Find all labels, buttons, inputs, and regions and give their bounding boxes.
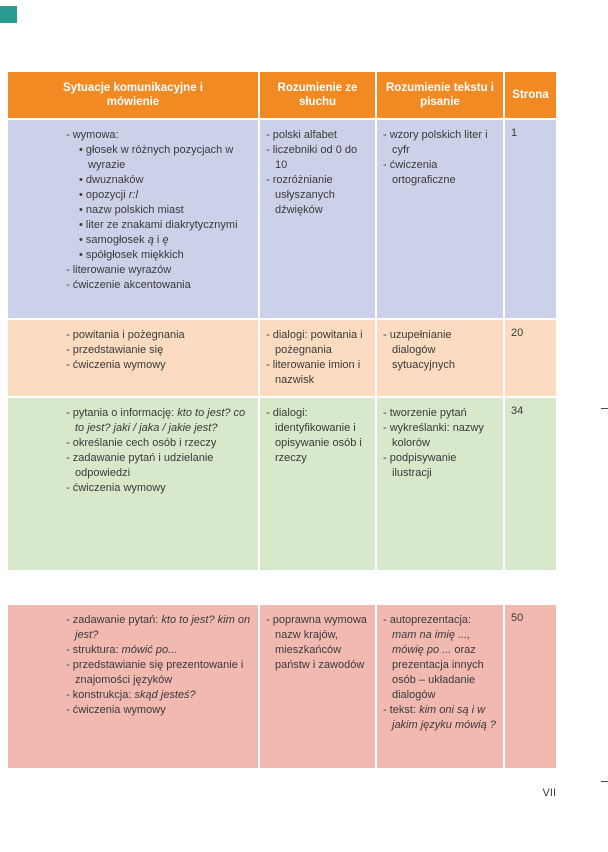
list-item-bullet: [79, 173, 252, 188]
list-item-text: i: [153, 234, 163, 246]
list-item: [383, 158, 497, 188]
list-item-text: przedstawianie się prezentowanie i znajomości języków: [72, 659, 244, 686]
list-item-text: zadawanie pytań:: [72, 614, 162, 626]
list-item-text: mam na imię ..., mówię po ...: [392, 629, 471, 656]
list-item-text: literowanie imion i nazwisk: [272, 359, 361, 386]
list-item: [266, 358, 369, 388]
list-item-text: ćwiczenia wymowy: [72, 482, 166, 494]
dash-marker: -: [266, 407, 273, 419]
bullet-marker: •: [79, 189, 86, 201]
list-item-text: opozycji: [85, 189, 129, 201]
table-row: [8, 320, 556, 396]
dash-marker: -: [66, 659, 73, 671]
crop-mark-lower: [601, 781, 608, 782]
list-item-text: ćwiczenia wymowy: [72, 704, 166, 716]
list-item-text: oraz prezentacja innych osób – układanie dialogów: [392, 644, 484, 701]
list-item-text: poprawna wymowa nazw krajów, mieszkańców państw i zawodów: [272, 614, 367, 671]
list-item: [266, 406, 369, 466]
dash-marker: -: [266, 359, 273, 371]
dash-marker: -: [66, 437, 73, 449]
list-item-bullet: [79, 143, 252, 173]
list-item: [383, 451, 497, 481]
list-item-text: tworzenie pytań: [389, 407, 467, 419]
dash-marker: -: [66, 359, 73, 371]
list-item: [66, 263, 252, 278]
list-item-text: tekst:: [389, 704, 420, 716]
list-item: [66, 358, 252, 373]
list-item-text: skąd jesteś?: [134, 689, 196, 701]
table-cell: [377, 320, 503, 396]
dash-marker: -: [266, 614, 273, 626]
table-cell: [8, 605, 258, 768]
list-item-text: spółgłosek miękkich: [85, 249, 184, 261]
list-item-text: konstrukcja:: [72, 689, 135, 701]
list-item: [383, 613, 497, 703]
table-row: [8, 398, 556, 570]
list-item-text: samogłosek: [85, 234, 148, 246]
list-item-text: struktura:: [72, 644, 122, 656]
list-item: [66, 278, 252, 293]
header-col-listening: [260, 72, 375, 118]
table-header-row: [8, 72, 556, 118]
list-item: [266, 173, 369, 218]
table-cell: [260, 120, 375, 318]
dash-marker: -: [266, 174, 273, 186]
page-number-cell: 20: [505, 320, 556, 396]
dash-marker: -: [383, 159, 390, 171]
list-item-text: głosek w różnych pozycjach w wyrazie: [85, 144, 234, 171]
table-cell: [260, 605, 375, 768]
list-item-text: dialogi: powitania i pożegnania: [272, 329, 363, 356]
dash-marker: -: [383, 614, 390, 626]
list-item-bullet: [79, 203, 252, 218]
dash-marker: -: [66, 279, 73, 291]
list-item-text: liter ze znakami diakrytycznymi: [85, 219, 238, 231]
list-item: [383, 328, 497, 373]
dash-marker: -: [383, 422, 390, 434]
list-item-text: autoprezentacja:: [389, 614, 472, 626]
list-item: [383, 703, 497, 733]
list-item: [66, 658, 252, 688]
list-item: [266, 328, 369, 358]
dash-marker: -: [66, 689, 73, 701]
dash-marker: -: [66, 452, 73, 464]
table-cell: [377, 398, 503, 570]
list-item-text: ćwiczenie akcentowania: [72, 279, 191, 291]
dash-marker: -: [66, 614, 73, 626]
list-item-text: ą: [147, 234, 154, 246]
registration-mark: [0, 6, 17, 23]
page-number-cell: 34: [505, 398, 556, 570]
bullet-marker: •: [79, 249, 86, 261]
list-item: [66, 436, 252, 451]
list-item: [266, 613, 369, 673]
header-label-speaking: Sytuacje komunikacyjne i mówienie: [63, 82, 203, 108]
list-item: [266, 128, 369, 143]
list-item: [66, 451, 252, 481]
table-cell: [8, 320, 258, 396]
list-item-text: określanie cech osób i rzeczy: [72, 437, 217, 449]
table-cell: [260, 320, 375, 396]
list-item-text: r:l: [128, 189, 138, 201]
list-item-text: mówić po...: [121, 644, 178, 656]
table-body: [8, 120, 556, 768]
dash-marker: -: [266, 144, 273, 156]
header-col-speaking: [8, 72, 258, 118]
dash-marker: -: [66, 644, 73, 656]
bullet-marker: •: [79, 234, 86, 246]
list-item-text: polski alfabet: [272, 129, 337, 141]
list-item: [383, 406, 497, 421]
list-item-text: dwuznaków: [85, 174, 144, 186]
dash-marker: -: [266, 129, 273, 141]
bullet-marker: •: [79, 219, 86, 231]
list-item-text: dialogi: identyfikowanie i opisywanie osób i rzeczy: [272, 407, 362, 464]
list-item: [66, 643, 252, 658]
list-item: [66, 688, 252, 703]
bullet-marker: •: [79, 174, 86, 186]
list-item: [66, 328, 252, 343]
list-item-text: zadawanie pytań i udzielanie odpowiedzi: [72, 452, 214, 479]
list-item-text: podpisywanie ilustracji: [389, 452, 457, 479]
header-col-reading-writing: [377, 72, 503, 118]
table-cell: [377, 605, 503, 768]
table-row: [8, 120, 556, 318]
table-cell: [260, 398, 375, 570]
page-number-cell: 50: [505, 605, 556, 768]
dash-marker: -: [66, 129, 73, 141]
list-item-text: wykreślanki: nazwy kolorów: [389, 422, 484, 449]
list-item: [66, 613, 252, 643]
header-label-page: Strona: [512, 89, 549, 101]
list-item: [66, 128, 252, 143]
dash-marker: -: [383, 407, 390, 419]
dash-marker: -: [66, 329, 73, 341]
list-item: [266, 143, 369, 173]
list-item-text: uzupełnianie dialogów sytuacyjnych: [389, 329, 455, 371]
table-cell: [8, 120, 258, 318]
list-item-text: ę: [162, 234, 169, 246]
dash-marker: -: [66, 407, 73, 419]
list-item-text: literowanie wyrazów: [72, 264, 172, 276]
list-item-text: rozróżnianie usłyszanych dźwięków: [272, 174, 335, 216]
contents-table: [8, 72, 556, 770]
list-item: [66, 703, 252, 718]
dash-marker: -: [383, 704, 390, 716]
header-col-page: [505, 72, 556, 118]
dash-marker: -: [383, 329, 390, 341]
page-number: VII: [542, 787, 556, 799]
dash-marker: -: [66, 344, 73, 356]
dash-marker: -: [66, 264, 73, 276]
list-item-text: kto to jest? kim on jest?: [75, 614, 251, 641]
page-number-cell: 1: [505, 120, 556, 318]
header-label-listening: Rozumienie ze słuchu: [277, 82, 358, 108]
dash-marker: -: [383, 452, 390, 464]
list-item-text: kim oni są i w jakim języku mówią ?: [392, 704, 496, 731]
list-item-text: liczebniki od 0 do 10: [272, 144, 358, 171]
list-item-text: nazw polskich miast: [85, 204, 184, 216]
table-row: [8, 605, 556, 768]
header-label-reading-writing: Rozumienie tekstu i pisanie: [386, 82, 494, 108]
list-item-text: pytania o informację:: [72, 407, 178, 419]
list-item-text: kto to jest? co to jest? jaki / jaka / jakie jest?: [75, 407, 246, 434]
list-item: [383, 421, 497, 451]
dash-marker: -: [383, 129, 390, 141]
list-item-bullet: [79, 248, 252, 263]
list-item-bullet: [79, 188, 252, 203]
dash-marker: -: [66, 704, 73, 716]
list-item-text: powitania i pożegnania: [72, 329, 185, 341]
list-item: [66, 481, 252, 496]
table-cell: [8, 398, 258, 570]
dash-marker: -: [266, 329, 273, 341]
list-item-text: ćwiczenia wymowy: [72, 359, 166, 371]
list-item-text: przedstawianie się: [72, 344, 164, 356]
bullet-marker: •: [79, 204, 86, 216]
dash-marker: -: [66, 482, 73, 494]
bullet-marker: •: [79, 144, 86, 156]
crop-mark-upper: [601, 408, 608, 409]
list-item: [383, 128, 497, 158]
list-item: [66, 406, 252, 436]
list-item-text: wzory polskich liter i cyfr: [389, 129, 488, 156]
list-item-bullet: [79, 233, 252, 248]
list-item-bullet: [79, 218, 252, 233]
table-cell: [377, 120, 503, 318]
list-item: [66, 343, 252, 358]
list-item-text: ćwiczenia ortograficzne: [389, 159, 456, 186]
list-item-text: wymowa:: [72, 129, 119, 141]
